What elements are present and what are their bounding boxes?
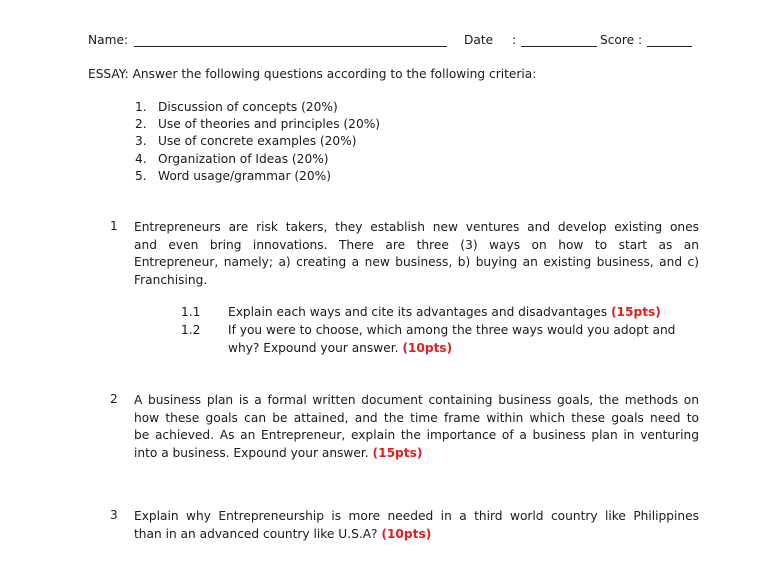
question-1-text [134, 219, 699, 289]
list-item [135, 168, 380, 185]
criteria-list [135, 99, 380, 185]
question-1-number: 1 [110, 219, 118, 233]
criteria-number: 4. [135, 151, 147, 166]
date-field-line[interactable] [521, 46, 597, 47]
question-line: and even bring innovations. There are three (3) ways on how to start as an [134, 237, 699, 252]
list-item [135, 151, 380, 168]
list-item [135, 116, 380, 133]
question-line: Entrepreneurs are risk takers, they establish new ventures and develop existing ones [134, 220, 699, 234]
subquestion-1-2-number: 1.2 [181, 323, 201, 337]
list-item [135, 133, 380, 150]
criteria-number: 1. [135, 100, 147, 114]
name-field-line[interactable] [134, 46, 447, 47]
question-line: A business plan is a formal written document containing business goals, the methods on [134, 393, 699, 407]
subquestion-1-1-number: 1.1 [181, 305, 201, 319]
points-badge: (15pts) [372, 445, 423, 460]
criteria-text: Use of concrete examples (20%) [158, 134, 357, 149]
question-line-text: into a business. Expound your answer. [134, 445, 369, 460]
criteria-text: Organization of Ideas (20%) [158, 151, 329, 166]
subquestion-1-2-text [228, 322, 675, 357]
subquestion-text: why? Expound your answer. [228, 340, 399, 355]
question-line: Entrepreneur, namely; a) creating a new business, b) buying an existing business, and c) [134, 255, 699, 269]
list-item [135, 99, 380, 116]
question-line-text: than in an advanced country like U.S.A? [134, 526, 378, 541]
question-line: Explain why Entrepreneurship is more needed in a third world country like Philippines [134, 509, 699, 523]
score-label: Score : [600, 33, 643, 47]
criteria-text: Word usage/grammar (20%) [158, 168, 331, 183]
question-line [134, 526, 699, 544]
criteria-text: Use of theories and principles (20%) [158, 117, 381, 132]
question-2-number: 2 [110, 392, 118, 406]
question-3-text [134, 508, 699, 543]
question-2-text [134, 392, 699, 462]
criteria-number: 2. [135, 117, 147, 132]
criteria-number: 3. [135, 134, 147, 149]
score-field-line[interactable] [647, 46, 692, 47]
criteria-number: 5. [135, 168, 147, 183]
date-colon: : [512, 33, 517, 47]
question-line: be achieved. As an Entrepreneur, explain the importance of a business plan in venturing [134, 428, 699, 442]
question-line: Franchising. [134, 272, 208, 287]
question-3-number: 3 [110, 508, 118, 522]
criteria-text: Discussion of concepts (20%) [158, 100, 338, 114]
points-badge: (10pts) [402, 340, 453, 355]
points-badge: (15pts) [610, 305, 661, 319]
question-line: how these goals can be attained, and the time frame within which these goals need to [134, 410, 699, 425]
subquestion-text: Explain each ways and cite its advantages and disadvantages [228, 305, 608, 319]
points-badge: (10pts) [381, 526, 432, 541]
name-label: Name: [88, 33, 129, 47]
subquestion-1-1-text [228, 304, 661, 322]
instructions: ESSAY: Answer the following questions according to the following criteria: [88, 67, 537, 81]
question-line [134, 445, 699, 463]
date-label: Date [464, 33, 494, 47]
subquestion-text: If you were to choose, which among the three ways would you adopt and [228, 323, 676, 337]
